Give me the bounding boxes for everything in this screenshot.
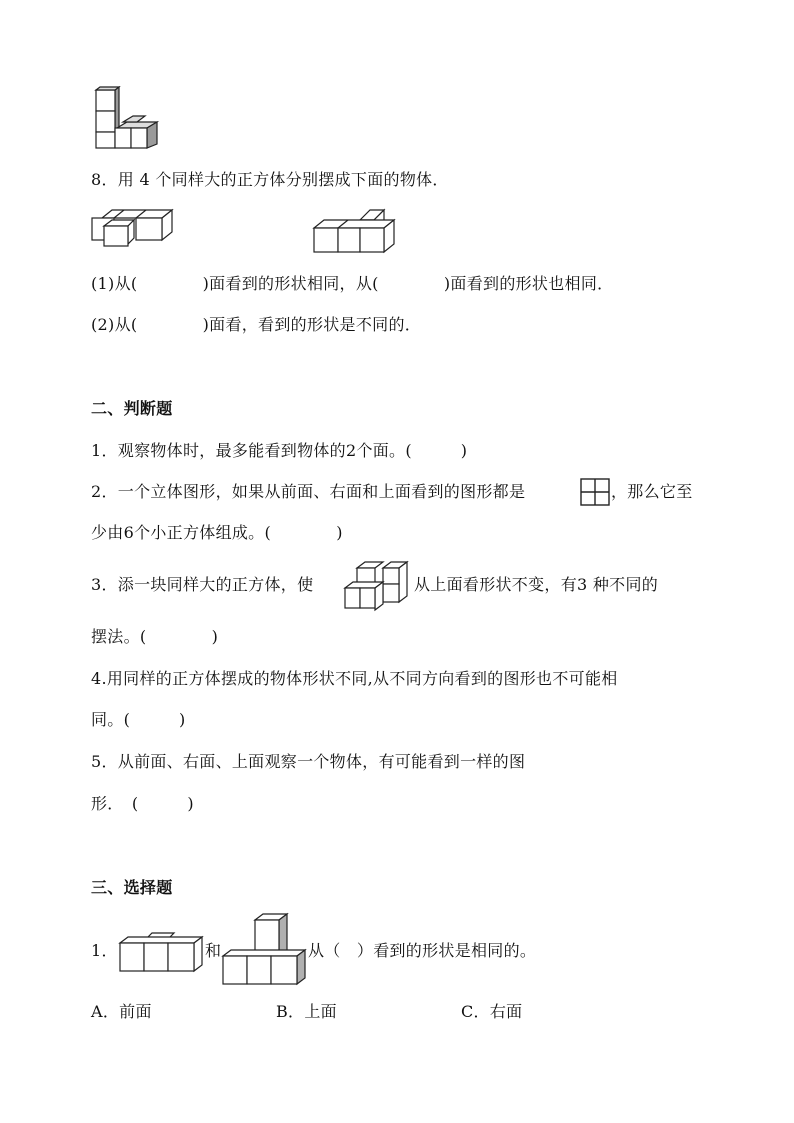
judge-question-2b: ，那么它至 <box>611 482 693 501</box>
judge-question-3b: 从上面看形状不变，有3 种不同的 <box>414 575 659 594</box>
q8-figure-left <box>90 206 176 248</box>
question-8-part-2: (2)从( )面看，看到的形状是不同的． <box>91 315 422 334</box>
choice-question-1-number: 1． <box>91 941 118 960</box>
choice-option-c[interactable]: C．右面 <box>461 1002 523 1021</box>
section-3-heading: 三、选择题 <box>91 878 173 897</box>
judge-question-3c: 摆法。( ) <box>91 627 219 646</box>
choice-q1-figure-left <box>118 927 204 973</box>
judge-question-1: 1．观察物体时，最多能看到物体的2个面。( ) <box>91 441 468 460</box>
judge-question-2c: 少由6个小正方体组成。( ) <box>91 523 343 542</box>
judge-question-5a: 5．从前面、右面、上面观察一个物体，有可能看到一样的图 <box>91 752 526 771</box>
q8-figure-right <box>312 206 398 254</box>
judge-q3-figure <box>343 560 413 612</box>
cube-figure-top <box>93 86 163 150</box>
section-2-heading: 二、判断题 <box>91 399 173 418</box>
judge-question-4a: 4.用同样的正方体摆成的物体形状不同,从不同方向看到的图形也不可能相 <box>91 669 618 688</box>
judge-question-5b: 形． ( ) <box>91 794 194 813</box>
choice-question-1-text: 从（ ）看到的形状是相同的。 <box>308 941 537 960</box>
choice-option-a[interactable]: A．前面 <box>91 1002 152 1021</box>
choice-question-1-and: 和 <box>205 941 222 960</box>
judge-question-2a: 2．一个立体图形，如果从前面、右面和上面看到的图形都是 <box>91 482 526 501</box>
grid-square-icon <box>580 478 610 506</box>
question-8-part-1: (1)从( )面看到的形状相同，从( )面看到的形状也相同． <box>91 274 614 293</box>
judge-question-4b: 同。( ) <box>91 710 186 729</box>
choice-option-b[interactable]: B．上面 <box>276 1002 337 1021</box>
judge-question-3a: 3．添一块同样大的正方体，使 <box>91 575 314 594</box>
question-8: 8．用 4 个同样大的正方体分别摆成下面的物体． <box>91 170 449 189</box>
choice-q1-figure-right <box>221 912 307 986</box>
